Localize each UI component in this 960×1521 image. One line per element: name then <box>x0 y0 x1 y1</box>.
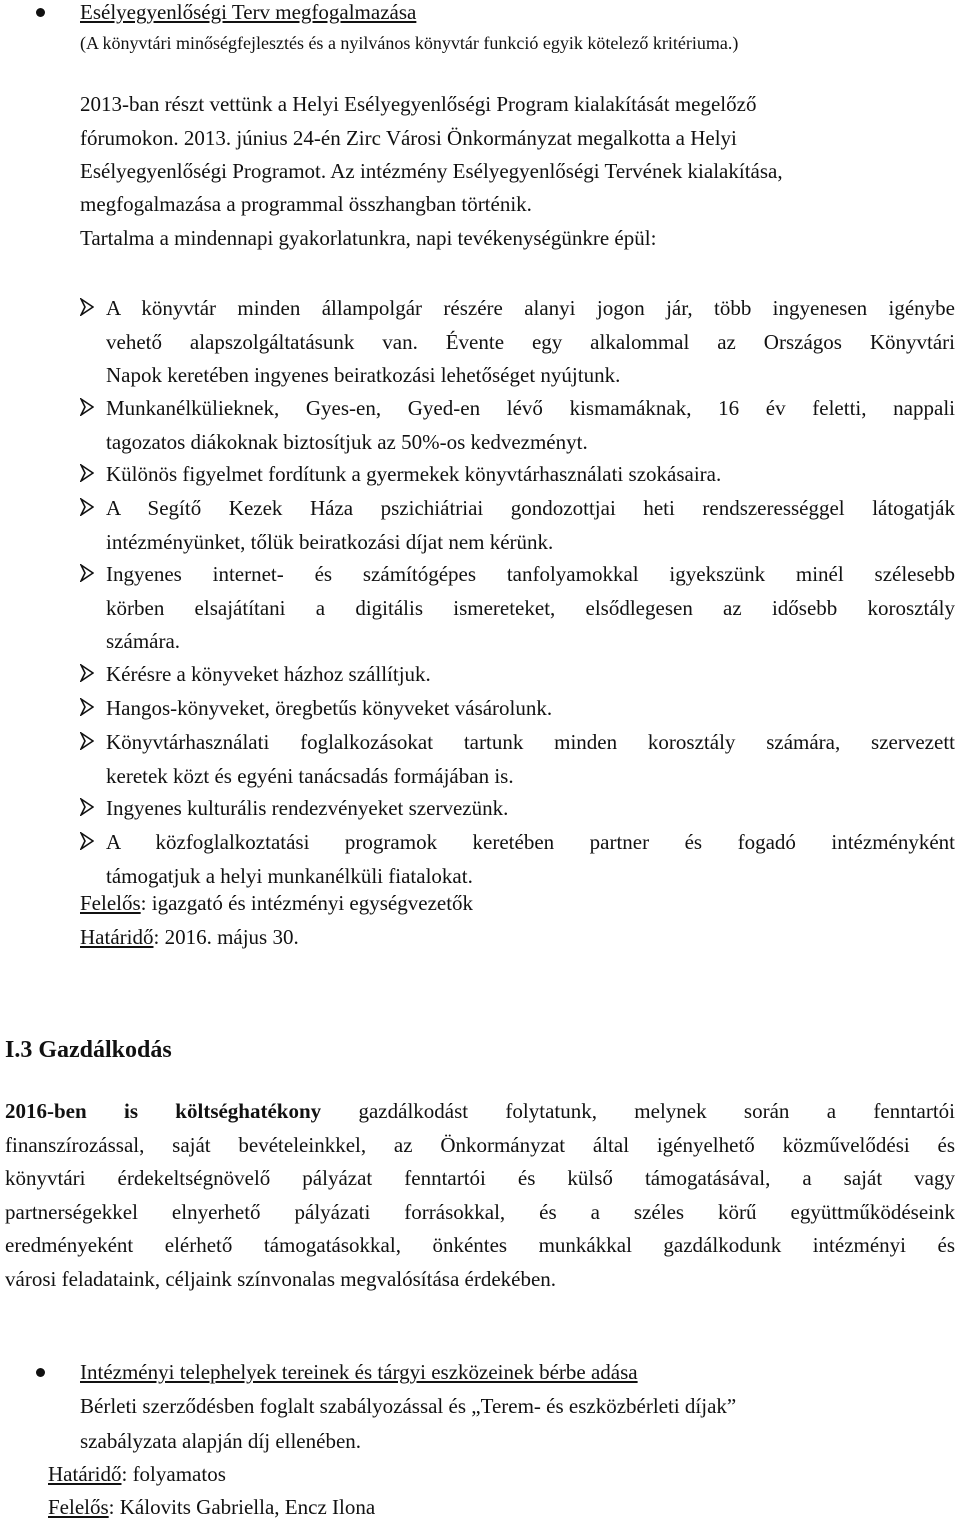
paragraph-line: partnerségekkel elnyerhető pályázati forrásokkal, és a széles körű együttműködéseink <box>5 1199 955 1224</box>
list-item <box>106 792 955 826</box>
arrow-bullet-icon <box>80 564 94 582</box>
list-item <box>106 558 955 659</box>
arrow-bullet-icon <box>80 732 94 750</box>
deadline-line <box>48 1460 226 1488</box>
list-item-line: Hangos-könyveket, öregbetűs könyveket vásárolunk. <box>106 696 553 720</box>
deadline-line <box>80 923 299 951</box>
deadline-label: Határidő <box>80 925 154 949</box>
deadline-label: Határidő <box>48 1462 122 1486</box>
arrow-bullet-icon <box>80 498 94 516</box>
list-item-line: A könyvtár minden állampolgár részére alanyi jogon jár, több ingyenesen igénybe <box>106 296 955 320</box>
arrow-bullet-icon <box>80 698 94 716</box>
list-item-line: vehető alapszolgáltatásunk van. Évente egy alkalommal az Országos Könyvtári <box>106 329 955 354</box>
bullet-dot-icon <box>36 1368 45 1377</box>
list-item-line: Napok keretében ingyenes beiratkozási lehetőséget nyújtunk. <box>106 363 621 387</box>
responsible-label: Felelős <box>48 1495 109 1519</box>
list-item-line: Kérésre a könyveket házhoz szállítjuk. <box>106 662 431 686</box>
responsible-label: Felelős <box>80 891 141 915</box>
list-item <box>106 826 955 893</box>
intro-line: 2013-ban részt vettünk a Helyi Esélyegyenlőségi Program kialakítását megelőző <box>80 92 757 116</box>
list-item-line: keretek közt és egyéni tanácsadás formájában is. <box>106 763 514 788</box>
intro-line: Tartalma a mindennapi gyakorlatunkra, napi tevékenységünkre épül: <box>80 226 657 250</box>
list-item-line: A Segítő Kezek Háza pszichiátriai gondozottjai heti rendszerességgel látogatják <box>106 496 955 520</box>
intro-line: Esélyegyenlőségi Programot. Az intézmény Esélyegyenlőségi Tervének kialakítása, <box>80 159 783 183</box>
list-item-line: tagozatos diákoknak biztosítjuk az 50%-os kedvezményt. <box>106 429 588 454</box>
paragraph-bold: 2016-ben is költséghatékony <box>5 1099 322 1123</box>
list-item <box>106 726 955 793</box>
arrow-bullet-icon <box>80 298 94 316</box>
responsible-value: : igazgató és intézményi egységvezetők <box>140 891 474 915</box>
list-item <box>106 392 955 459</box>
responsible-line <box>80 889 473 917</box>
intro-line: megfogalmazása a programmal összhangban történik. <box>80 192 532 216</box>
paragraph-line: finanszírozással, saját bevételeinkkel, az Önkormányzat által igényelhető közművelődési és <box>5 1132 955 1157</box>
deadline-value: : folyamatos <box>121 1462 226 1486</box>
section-heading-berbeadas: Intézményi telephelyek tereinek és tárgyi eszközeinek bérbe adása <box>80 1360 638 1384</box>
section-heading-gazdalkodas: I.3 Gazdálkodás <box>5 1037 172 1063</box>
intro-line: fórumokon. 2013. június 24-én Zirc Városi Önkormányzat megalkotta a Helyi <box>80 126 737 150</box>
list-item <box>106 658 955 692</box>
paragraph-line: városi feladataink, céljaink színvonalas megvalósítása érdekében. <box>5 1266 557 1291</box>
responsible-value: : Kálovits Gabriella, Encz Ilona <box>108 1495 376 1519</box>
list-item-line: számára. <box>106 629 181 653</box>
gazdalkodas-paragraph <box>5 1095 955 1296</box>
paragraph-line: eredményeként elérhető támogatásokkal, önkéntes munkákkal gazdálkodunk intézményi és <box>5 1233 955 1257</box>
responsible-line <box>48 1493 375 1521</box>
list-item-line: Különös figyelmet fordítunk a gyermekek könyvtárhasználati szokásaira. <box>106 462 722 486</box>
section-heading-esely: Esélyegyenlőségi Terv megfogalmazása <box>80 0 417 24</box>
arrow-bullet-icon <box>80 464 94 482</box>
arrow-bullet-icon <box>80 832 94 850</box>
berbeadas-line: szabályzata alapján díj ellenében. <box>80 1429 362 1453</box>
list-item-line: Könyvtárhasználati foglalkozásokat tartunk minden korosztály számára, szervezett <box>106 730 955 754</box>
arrow-bullet-icon <box>80 798 94 816</box>
bullet-dot-icon <box>36 8 45 17</box>
list-item <box>106 692 955 726</box>
list-item-line: Munkanélkülieknek, Gyes-en, Gyed-en lévő kismamáknak, 16 év feletti, nappali <box>106 396 955 420</box>
paragraph-line: 2016-ben is költséghatékony gazdálkodást folytatunk, melynek során a fenntartói <box>5 1099 955 1123</box>
list-item-line: támogatjuk a helyi munkanélküli fiatalokat. <box>106 863 473 888</box>
arrow-bullet-icon <box>80 398 94 416</box>
list-item <box>106 292 955 393</box>
list-item-line: Ingyenes kulturális rendezvényeket szervezünk. <box>106 796 509 820</box>
section-subheading: (A könyvtári minőségfejlesztés és a nyilvános könyvtár funkció egyik kötelező kritériuma.) <box>80 33 739 53</box>
list-item-line: A közfoglalkoztatási programok keretében partner és fogadó intézményként <box>106 830 955 854</box>
list-item <box>106 492 955 559</box>
arrow-bullet-icon <box>80 664 94 682</box>
list-item <box>106 458 955 492</box>
paragraph-line: könyvtári érdekeltségnövelő pályázat fenntartói és külső támogatásával, a saját vagy <box>5 1166 955 1190</box>
list-item-line: intézményünket, tőlük beiratkozási díjat nem kérünk. <box>106 529 554 554</box>
list-item-line: körben elsajátítani a digitális ismereteket, elsődlegesen az idősebb korosztály <box>106 595 955 620</box>
list-item-line: Ingyenes internet- és számítógépes tanfolyamokkal igyekszünk minél szélesebb <box>106 562 955 586</box>
berbeadas-line: Bérleti szerződésben foglalt szabályozással és „Terem- és eszközbérleti díjak” <box>80 1394 737 1418</box>
deadline-value: : 2016. május 30. <box>153 925 299 949</box>
